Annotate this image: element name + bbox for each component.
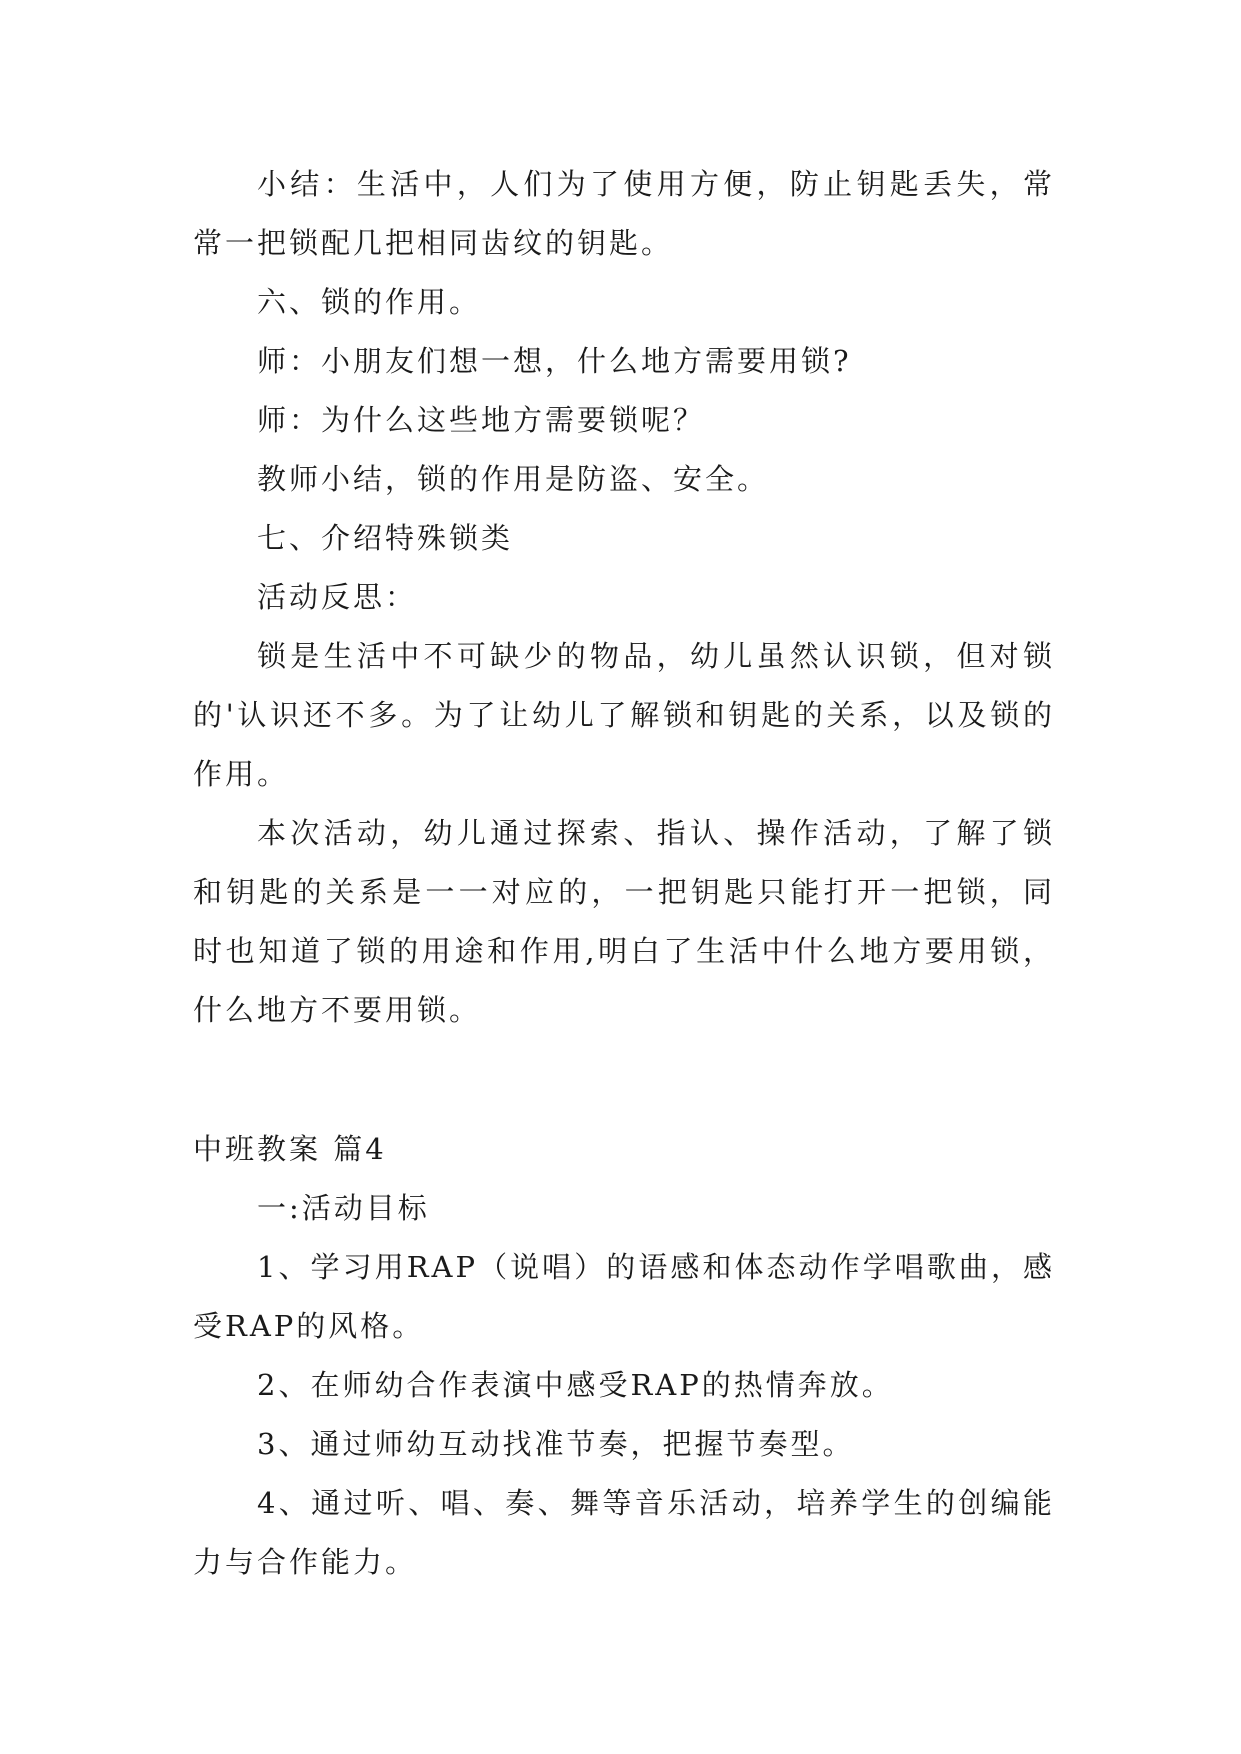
paragraph-summary-keys: 小结：生活中，人们为了使用方便，防止钥匙丢失，常常一把锁配几把相同齿纹的钥匙。	[193, 167, 1055, 260]
section-gap	[193, 1040, 1055, 1120]
paragraph-goal-2: 2、在师幼合作表演中感受RAP的热情奔放。	[257, 1368, 894, 1402]
paragraph-goal-1: 1、学习用RAP（说唱）的语感和体态动作学唱歌曲，感受RAP的风格。	[193, 1250, 1055, 1343]
paragraph-lock-function-heading: 六、锁的作用。	[257, 285, 482, 319]
paragraph-reflection-1: 锁是生活中不可缺少的物品，幼儿虽然认识锁，但对锁的'认识还不多。为了让幼儿了解锁和钥匙的关系，以及锁的作用。	[193, 639, 1055, 791]
paragraph-goal-4: 4、通过听、唱、奏、舞等音乐活动，培养学生的创编能力与合作能力。	[193, 1486, 1055, 1579]
document-body	[193, 155, 1055, 1592]
section-title: 中班教案 篇4	[193, 1132, 387, 1166]
paragraph-goals-heading: 一:活动目标	[257, 1191, 430, 1225]
paragraph-teacher-question-1: 师：小朋友们想一想，什么地方需要用锁?	[257, 344, 852, 378]
paragraph-goal-3: 3、通过师幼互动找准节奏，把握节奏型。	[257, 1427, 855, 1461]
paragraph-special-locks-heading: 七、介绍特殊锁类	[257, 521, 514, 555]
paragraph-reflection-2: 本次活动，幼儿通过探索、指认、操作活动，了解了锁和钥匙的关系是一一对应的，一把钥匙只能打开一把锁，同时也知道了锁的用途和作用,明白了生活中什么地方要用锁，什么地方不要用锁。	[193, 816, 1055, 1027]
paragraph-teacher-question-2: 师：为什么这些地方需要锁呢？	[257, 403, 706, 437]
paragraph-reflection-heading: 活动反思：	[257, 580, 418, 614]
paragraph-teacher-summary: 教师小结，锁的作用是防盗、安全。	[257, 462, 770, 496]
